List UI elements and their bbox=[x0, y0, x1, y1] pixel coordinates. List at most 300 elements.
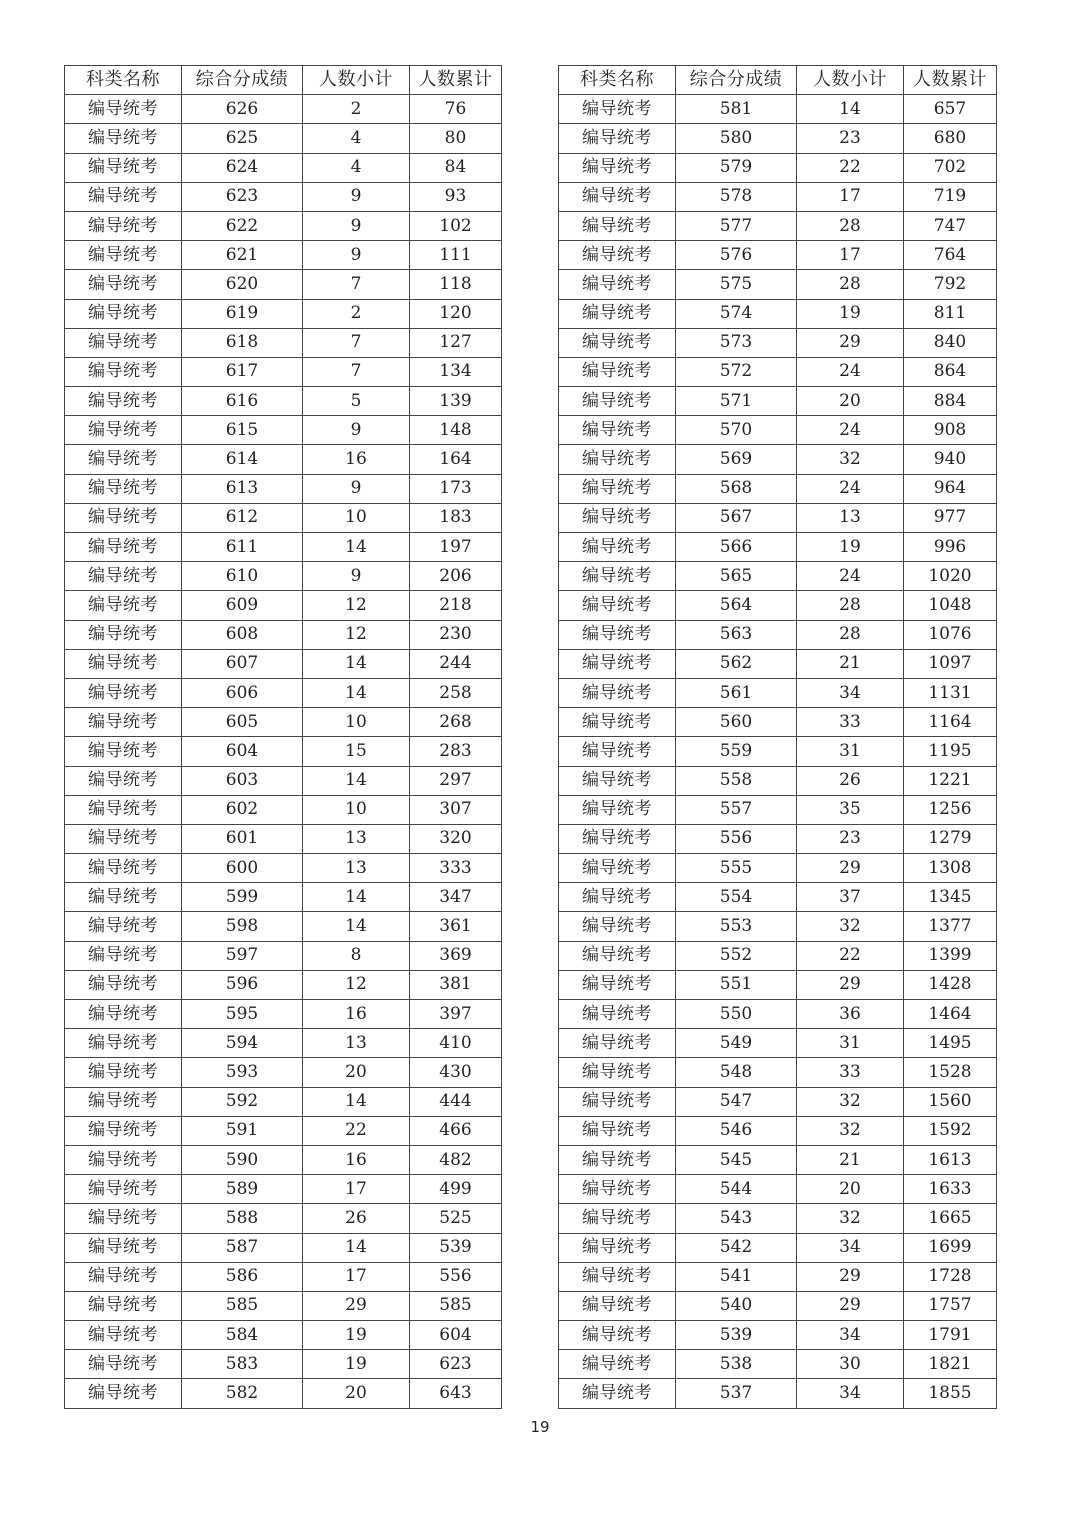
cell-score: 587 bbox=[182, 1233, 303, 1262]
table-row bbox=[559, 649, 997, 678]
cell-category: 编导统考 bbox=[65, 1262, 182, 1291]
cell-score: 572 bbox=[676, 357, 797, 386]
cell-category: 编导统考 bbox=[65, 153, 182, 182]
table-row bbox=[65, 941, 502, 970]
cell-cumulative: 657 bbox=[904, 95, 997, 124]
cell-count: 17 bbox=[797, 182, 904, 211]
cell-cumulative: 996 bbox=[904, 533, 997, 562]
cell-category: 编导统考 bbox=[65, 299, 182, 328]
cell-category: 编导统考 bbox=[559, 1000, 676, 1029]
cell-category: 编导统考 bbox=[65, 445, 182, 474]
cell-cumulative: 1613 bbox=[904, 1145, 997, 1174]
cell-cumulative: 466 bbox=[410, 1116, 502, 1145]
cell-score: 565 bbox=[676, 562, 797, 591]
cell-cumulative: 93 bbox=[410, 182, 502, 211]
cell-category: 编导统考 bbox=[65, 1029, 182, 1058]
cell-cumulative: 539 bbox=[410, 1233, 502, 1262]
table-row bbox=[65, 1058, 502, 1087]
cell-count: 13 bbox=[303, 854, 410, 883]
header-score: 综合分成绩 bbox=[182, 66, 303, 95]
cell-count: 2 bbox=[303, 299, 410, 328]
cell-cumulative: 556 bbox=[410, 1262, 502, 1291]
cell-category: 编导统考 bbox=[559, 357, 676, 386]
table-row bbox=[559, 1321, 997, 1350]
cell-category: 编导统考 bbox=[65, 1000, 182, 1029]
cell-category: 编导统考 bbox=[559, 1291, 676, 1320]
cell-score: 607 bbox=[182, 649, 303, 678]
cell-score: 560 bbox=[676, 708, 797, 737]
table-row bbox=[559, 912, 997, 941]
cell-cumulative: 680 bbox=[904, 124, 997, 153]
cell-category: 编导统考 bbox=[65, 95, 182, 124]
cell-count: 30 bbox=[797, 1350, 904, 1379]
cell-category: 编导统考 bbox=[65, 328, 182, 357]
cell-category: 编导统考 bbox=[559, 649, 676, 678]
cell-cumulative: 320 bbox=[410, 824, 502, 853]
table-row bbox=[559, 1291, 997, 1320]
cell-count: 15 bbox=[303, 737, 410, 766]
cell-cumulative: 1665 bbox=[904, 1204, 997, 1233]
table-row bbox=[65, 445, 502, 474]
cell-count: 7 bbox=[303, 328, 410, 357]
table-row bbox=[559, 95, 997, 124]
cell-category: 编导统考 bbox=[65, 1116, 182, 1145]
cell-count: 14 bbox=[797, 95, 904, 124]
cell-cumulative: 747 bbox=[904, 211, 997, 240]
cell-score: 558 bbox=[676, 766, 797, 795]
cell-cumulative: 333 bbox=[410, 854, 502, 883]
cell-cumulative: 1855 bbox=[904, 1379, 997, 1408]
cell-count: 29 bbox=[797, 1291, 904, 1320]
cell-score: 580 bbox=[676, 124, 797, 153]
cell-score: 608 bbox=[182, 620, 303, 649]
cell-category: 编导统考 bbox=[65, 182, 182, 211]
cell-cumulative: 173 bbox=[410, 474, 502, 503]
cell-count: 29 bbox=[797, 970, 904, 999]
cell-cumulative: 1221 bbox=[904, 766, 997, 795]
cell-category: 编导统考 bbox=[559, 854, 676, 883]
header-category: 科类名称 bbox=[559, 66, 676, 95]
cell-count: 4 bbox=[303, 124, 410, 153]
table-row bbox=[65, 795, 502, 824]
table-row bbox=[559, 1204, 997, 1233]
cell-score: 593 bbox=[182, 1058, 303, 1087]
cell-score: 600 bbox=[182, 854, 303, 883]
cell-score: 589 bbox=[182, 1175, 303, 1204]
cell-category: 编导统考 bbox=[65, 912, 182, 941]
cell-score: 621 bbox=[182, 241, 303, 270]
cell-cumulative: 884 bbox=[904, 387, 997, 416]
cell-category: 编导统考 bbox=[65, 824, 182, 853]
cell-category: 编导统考 bbox=[65, 1321, 182, 1350]
cell-category: 编导统考 bbox=[559, 503, 676, 532]
table-row bbox=[65, 1145, 502, 1174]
cell-count: 31 bbox=[797, 737, 904, 766]
cell-cumulative: 218 bbox=[410, 591, 502, 620]
cell-score: 619 bbox=[182, 299, 303, 328]
table-row bbox=[65, 503, 502, 532]
table-row bbox=[559, 211, 997, 240]
cell-cumulative: 444 bbox=[410, 1087, 502, 1116]
cell-count: 10 bbox=[303, 795, 410, 824]
cell-score: 559 bbox=[676, 737, 797, 766]
cell-category: 编导统考 bbox=[65, 737, 182, 766]
cell-count: 10 bbox=[303, 503, 410, 532]
table-row bbox=[65, 416, 502, 445]
table-row bbox=[65, 766, 502, 795]
cell-score: 564 bbox=[676, 591, 797, 620]
cell-score: 605 bbox=[182, 708, 303, 737]
cell-category: 编导统考 bbox=[559, 591, 676, 620]
cell-count: 16 bbox=[303, 445, 410, 474]
table-row bbox=[559, 1116, 997, 1145]
cell-count: 14 bbox=[303, 1233, 410, 1262]
table-row bbox=[559, 824, 997, 853]
table-row bbox=[559, 153, 997, 182]
table-row bbox=[65, 357, 502, 386]
cell-count: 29 bbox=[303, 1291, 410, 1320]
cell-cumulative: 764 bbox=[904, 241, 997, 270]
cell-count: 34 bbox=[797, 1379, 904, 1408]
cell-count: 21 bbox=[797, 1145, 904, 1174]
cell-category: 编导统考 bbox=[559, 883, 676, 912]
cell-count: 19 bbox=[303, 1350, 410, 1379]
cell-cumulative: 111 bbox=[410, 241, 502, 270]
table-row bbox=[65, 95, 502, 124]
cell-score: 618 bbox=[182, 328, 303, 357]
cell-category: 编导统考 bbox=[559, 1145, 676, 1174]
cell-cumulative: 139 bbox=[410, 387, 502, 416]
cell-count: 5 bbox=[303, 387, 410, 416]
cell-count: 34 bbox=[797, 1233, 904, 1262]
cell-category: 编导统考 bbox=[559, 1058, 676, 1087]
header-cumulative: 人数累计 bbox=[904, 66, 997, 95]
cell-cumulative: 1560 bbox=[904, 1087, 997, 1116]
cell-score: 579 bbox=[676, 153, 797, 182]
cell-score: 553 bbox=[676, 912, 797, 941]
cell-cumulative: 719 bbox=[904, 182, 997, 211]
cell-category: 编导统考 bbox=[65, 1058, 182, 1087]
cell-count: 35 bbox=[797, 795, 904, 824]
cell-score: 599 bbox=[182, 883, 303, 912]
header-row bbox=[65, 66, 502, 95]
cell-count: 19 bbox=[303, 1321, 410, 1350]
table-row bbox=[65, 474, 502, 503]
cell-count: 33 bbox=[797, 1058, 904, 1087]
cell-category: 编导统考 bbox=[65, 970, 182, 999]
header-score: 综合分成绩 bbox=[676, 66, 797, 95]
cell-count: 13 bbox=[303, 824, 410, 853]
cell-score: 625 bbox=[182, 124, 303, 153]
cell-count: 9 bbox=[303, 474, 410, 503]
cell-score: 554 bbox=[676, 883, 797, 912]
cell-score: 615 bbox=[182, 416, 303, 445]
cell-cumulative: 864 bbox=[904, 357, 997, 386]
cell-cumulative: 1164 bbox=[904, 708, 997, 737]
cell-category: 编导统考 bbox=[559, 182, 676, 211]
cell-category: 编导统考 bbox=[65, 1291, 182, 1320]
cell-count: 12 bbox=[303, 591, 410, 620]
cell-category: 编导统考 bbox=[559, 1087, 676, 1116]
cell-cumulative: 1464 bbox=[904, 1000, 997, 1029]
cell-cumulative: 410 bbox=[410, 1029, 502, 1058]
cell-cumulative: 369 bbox=[410, 941, 502, 970]
cell-category: 编导统考 bbox=[559, 1204, 676, 1233]
cell-cumulative: 297 bbox=[410, 766, 502, 795]
cell-cumulative: 1048 bbox=[904, 591, 997, 620]
cell-score: 571 bbox=[676, 387, 797, 416]
cell-score: 540 bbox=[676, 1291, 797, 1320]
cell-score: 584 bbox=[182, 1321, 303, 1350]
table-row bbox=[559, 562, 997, 591]
cell-score: 614 bbox=[182, 445, 303, 474]
cell-score: 567 bbox=[676, 503, 797, 532]
cell-cumulative: 397 bbox=[410, 1000, 502, 1029]
table-row bbox=[65, 970, 502, 999]
cell-count: 20 bbox=[303, 1379, 410, 1408]
cell-count: 14 bbox=[303, 883, 410, 912]
cell-score: 585 bbox=[182, 1291, 303, 1320]
cell-cumulative: 1757 bbox=[904, 1291, 997, 1320]
cell-count: 29 bbox=[797, 328, 904, 357]
cell-count: 9 bbox=[303, 562, 410, 591]
cell-score: 612 bbox=[182, 503, 303, 532]
cell-category: 编导统考 bbox=[559, 387, 676, 416]
cell-cumulative: 1528 bbox=[904, 1058, 997, 1087]
cell-category: 编导统考 bbox=[65, 270, 182, 299]
cell-cumulative: 258 bbox=[410, 678, 502, 707]
cell-count: 26 bbox=[797, 766, 904, 795]
cell-category: 编导统考 bbox=[65, 1175, 182, 1204]
cell-category: 编导统考 bbox=[559, 153, 676, 182]
cell-score: 602 bbox=[182, 795, 303, 824]
cell-count: 22 bbox=[303, 1116, 410, 1145]
table-row bbox=[559, 883, 997, 912]
cell-category: 编导统考 bbox=[559, 1029, 676, 1058]
cell-category: 编导统考 bbox=[65, 1087, 182, 1116]
cell-count: 32 bbox=[797, 1116, 904, 1145]
table-row bbox=[65, 1321, 502, 1350]
cell-category: 编导统考 bbox=[559, 95, 676, 124]
cell-count: 12 bbox=[303, 620, 410, 649]
cell-category: 编导统考 bbox=[559, 270, 676, 299]
cell-count: 23 bbox=[797, 124, 904, 153]
cell-count: 4 bbox=[303, 153, 410, 182]
cell-category: 编导统考 bbox=[559, 474, 676, 503]
cell-score: 561 bbox=[676, 678, 797, 707]
cell-cumulative: 1131 bbox=[904, 678, 997, 707]
cell-cumulative: 604 bbox=[410, 1321, 502, 1350]
cell-score: 610 bbox=[182, 562, 303, 591]
table-row bbox=[65, 387, 502, 416]
cell-count: 24 bbox=[797, 474, 904, 503]
table-row bbox=[559, 766, 997, 795]
cell-cumulative: 102 bbox=[410, 211, 502, 240]
cell-count: 32 bbox=[797, 1087, 904, 1116]
cell-cumulative: 148 bbox=[410, 416, 502, 445]
table-row bbox=[65, 1262, 502, 1291]
cell-category: 编导统考 bbox=[559, 737, 676, 766]
cell-category: 编导统考 bbox=[65, 387, 182, 416]
cell-category: 编导统考 bbox=[559, 241, 676, 270]
table-row bbox=[65, 211, 502, 240]
cell-count: 26 bbox=[303, 1204, 410, 1233]
table-row bbox=[65, 299, 502, 328]
cell-count: 8 bbox=[303, 941, 410, 970]
cell-category: 编导统考 bbox=[65, 416, 182, 445]
cell-cumulative: 1399 bbox=[904, 941, 997, 970]
cell-count: 13 bbox=[797, 503, 904, 532]
cell-category: 编导统考 bbox=[65, 562, 182, 591]
cell-score: 616 bbox=[182, 387, 303, 416]
cell-cumulative: 499 bbox=[410, 1175, 502, 1204]
cell-count: 36 bbox=[797, 1000, 904, 1029]
cell-count: 20 bbox=[797, 1175, 904, 1204]
table-row bbox=[559, 416, 997, 445]
cell-count: 28 bbox=[797, 591, 904, 620]
score-table-right bbox=[558, 65, 997, 1409]
cell-score: 595 bbox=[182, 1000, 303, 1029]
cell-count: 2 bbox=[303, 95, 410, 124]
table-row bbox=[559, 1087, 997, 1116]
cell-score: 562 bbox=[676, 649, 797, 678]
cell-score: 609 bbox=[182, 591, 303, 620]
cell-cumulative: 134 bbox=[410, 357, 502, 386]
cell-category: 编导统考 bbox=[65, 854, 182, 883]
cell-cumulative: 118 bbox=[410, 270, 502, 299]
cell-count: 10 bbox=[303, 708, 410, 737]
cell-score: 547 bbox=[676, 1087, 797, 1116]
cell-category: 编导统考 bbox=[559, 708, 676, 737]
cell-score: 603 bbox=[182, 766, 303, 795]
cell-category: 编导统考 bbox=[559, 795, 676, 824]
cell-category: 编导统考 bbox=[559, 941, 676, 970]
cell-score: 623 bbox=[182, 182, 303, 211]
cell-count: 32 bbox=[797, 1204, 904, 1233]
cell-score: 588 bbox=[182, 1204, 303, 1233]
cell-count: 14 bbox=[303, 649, 410, 678]
table-row bbox=[559, 708, 997, 737]
cell-category: 编导统考 bbox=[559, 533, 676, 562]
cell-category: 编导统考 bbox=[559, 416, 676, 445]
cell-score: 544 bbox=[676, 1175, 797, 1204]
table-row bbox=[559, 678, 997, 707]
cell-cumulative: 244 bbox=[410, 649, 502, 678]
cell-category: 编导统考 bbox=[65, 708, 182, 737]
cell-cumulative: 1279 bbox=[904, 824, 997, 853]
cell-category: 编导统考 bbox=[559, 1175, 676, 1204]
cell-score: 569 bbox=[676, 445, 797, 474]
cell-score: 549 bbox=[676, 1029, 797, 1058]
cell-cumulative: 80 bbox=[410, 124, 502, 153]
table-row bbox=[559, 124, 997, 153]
cell-count: 9 bbox=[303, 241, 410, 270]
cell-cumulative: 525 bbox=[410, 1204, 502, 1233]
cell-cumulative: 430 bbox=[410, 1058, 502, 1087]
cell-cumulative: 127 bbox=[410, 328, 502, 357]
cell-count: 14 bbox=[303, 912, 410, 941]
cell-category: 编导统考 bbox=[65, 211, 182, 240]
cell-count: 22 bbox=[797, 153, 904, 182]
cell-count: 29 bbox=[797, 854, 904, 883]
cell-score: 626 bbox=[182, 95, 303, 124]
cell-score: 543 bbox=[676, 1204, 797, 1233]
cell-cumulative: 702 bbox=[904, 153, 997, 182]
cell-score: 548 bbox=[676, 1058, 797, 1087]
cell-count: 22 bbox=[797, 941, 904, 970]
cell-score: 604 bbox=[182, 737, 303, 766]
cell-cumulative: 1345 bbox=[904, 883, 997, 912]
cell-category: 编导统考 bbox=[65, 883, 182, 912]
cell-score: 568 bbox=[676, 474, 797, 503]
table-row bbox=[65, 591, 502, 620]
cell-cumulative: 1821 bbox=[904, 1350, 997, 1379]
table-row bbox=[65, 153, 502, 182]
table-row bbox=[65, 1175, 502, 1204]
cell-category: 编导统考 bbox=[65, 591, 182, 620]
cell-cumulative: 183 bbox=[410, 503, 502, 532]
cell-score: 573 bbox=[676, 328, 797, 357]
table-row bbox=[559, 241, 997, 270]
cell-cumulative: 361 bbox=[410, 912, 502, 941]
table-row bbox=[65, 824, 502, 853]
cell-category: 编导统考 bbox=[65, 620, 182, 649]
cell-count: 16 bbox=[303, 1000, 410, 1029]
cell-cumulative: 1097 bbox=[904, 649, 997, 678]
cell-cumulative: 1633 bbox=[904, 1175, 997, 1204]
table-row bbox=[559, 1000, 997, 1029]
cell-count: 9 bbox=[303, 211, 410, 240]
cell-count: 24 bbox=[797, 416, 904, 445]
cell-score: 538 bbox=[676, 1350, 797, 1379]
cell-count: 24 bbox=[797, 562, 904, 591]
cell-count: 28 bbox=[797, 211, 904, 240]
table-row bbox=[65, 182, 502, 211]
cell-count: 14 bbox=[303, 1087, 410, 1116]
table-row bbox=[65, 737, 502, 766]
table-row bbox=[65, 883, 502, 912]
table-row bbox=[65, 649, 502, 678]
cell-cumulative: 381 bbox=[410, 970, 502, 999]
table-row bbox=[559, 737, 997, 766]
cell-cumulative: 908 bbox=[904, 416, 997, 445]
cell-score: 583 bbox=[182, 1350, 303, 1379]
cell-count: 33 bbox=[797, 708, 904, 737]
table-row bbox=[65, 1233, 502, 1262]
table-row bbox=[65, 1116, 502, 1145]
table-row bbox=[65, 1291, 502, 1320]
cell-count: 37 bbox=[797, 883, 904, 912]
cell-score: 586 bbox=[182, 1262, 303, 1291]
cell-category: 编导统考 bbox=[65, 1204, 182, 1233]
cell-score: 537 bbox=[676, 1379, 797, 1408]
cell-category: 编导统考 bbox=[559, 620, 676, 649]
cell-category: 编导统考 bbox=[559, 562, 676, 591]
table-row bbox=[559, 1029, 997, 1058]
cell-category: 编导统考 bbox=[65, 1145, 182, 1174]
cell-cumulative: 84 bbox=[410, 153, 502, 182]
cell-score: 594 bbox=[182, 1029, 303, 1058]
cell-count: 17 bbox=[797, 241, 904, 270]
table-row bbox=[559, 445, 997, 474]
cell-score: 552 bbox=[676, 941, 797, 970]
cell-score: 570 bbox=[676, 416, 797, 445]
cell-category: 编导统考 bbox=[65, 357, 182, 386]
table-row bbox=[65, 533, 502, 562]
cell-count: 29 bbox=[797, 1262, 904, 1291]
cell-category: 编导统考 bbox=[65, 474, 182, 503]
cell-count: 32 bbox=[797, 912, 904, 941]
